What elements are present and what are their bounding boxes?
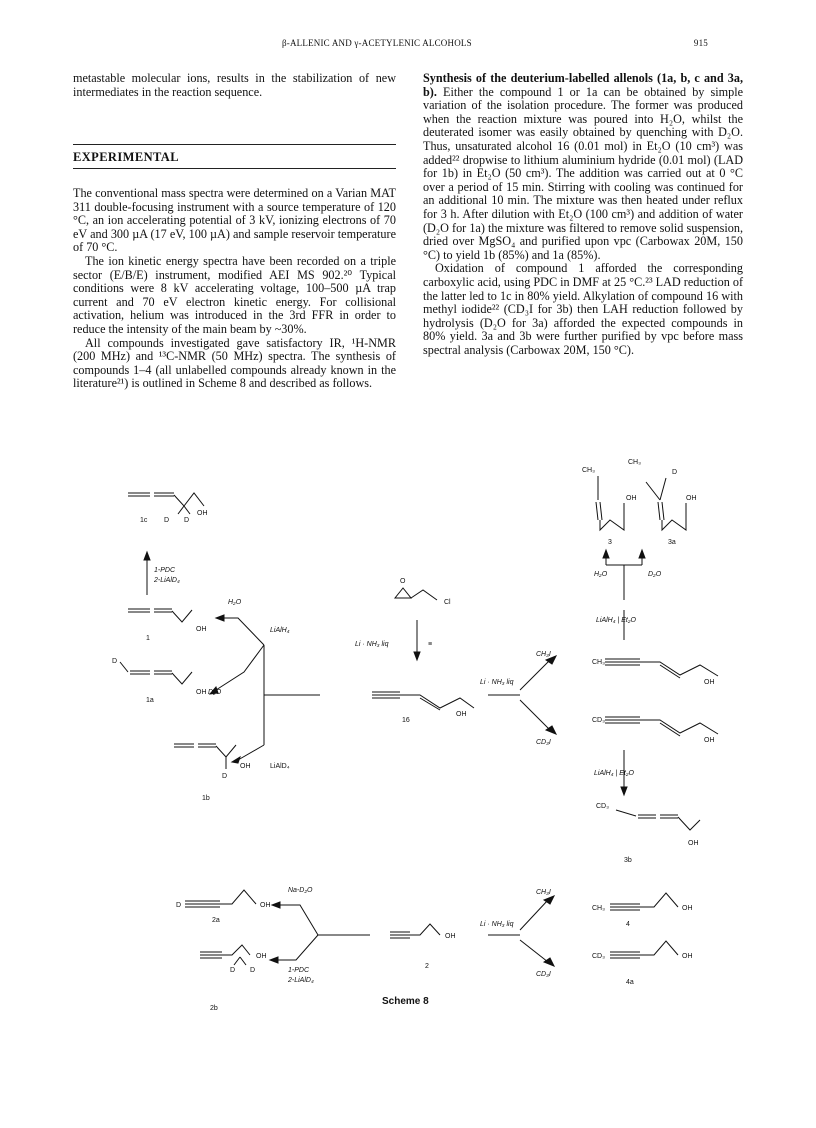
- d-label: D: [250, 967, 256, 974]
- running-title: β-ALLENIC AND γ-ACETYLENIC ALCOHOLS: [282, 38, 472, 48]
- oh-label: OH: [260, 902, 271, 909]
- oh-label: OH: [686, 495, 697, 502]
- compound-1b-structure: [174, 744, 236, 769]
- page-number: 915: [693, 38, 708, 48]
- compound-4-structure: [610, 893, 678, 910]
- h2o-label: H₂O: [594, 571, 608, 578]
- hydrolysis-arrowhead: [639, 550, 645, 558]
- compound-label-1: 1: [146, 635, 150, 642]
- alkylation-branch-line: [520, 700, 550, 730]
- compound-label-4a: 4a: [626, 979, 634, 986]
- ch3-label: CH₃: [628, 459, 641, 466]
- bottom-branch-line: [278, 905, 318, 935]
- oxygen-label: O: [400, 578, 406, 585]
- bottom-alkylation-arrowhead: [544, 958, 554, 966]
- compound-label-3a: 3a: [668, 539, 676, 546]
- experimental-para-2: The ion kinetic energy spectra have been recorded on a triple sector (E/B/E) instrument, modified AEI MS 902.²⁰ Typical conditions were 8 kV accelerating voltage, 100–500 µA trap current and 70 eV electron kinetic energy. For collisional activation, helium was introduced in the 3rd FFR in order to reduce the intensity of the main beam by ~30%.: [73, 253, 396, 336]
- h2o-label: H₂O: [228, 599, 242, 606]
- d-label: D: [112, 658, 118, 665]
- compound-2b-structure: [200, 945, 250, 965]
- oh-label: OH: [682, 905, 693, 912]
- synthesis-para-1-body: Either the compound 1 or 1a can be obtained by simple variation of the isolation procedure. The former was produced when the reaction mixture was poured into H₂O, whilst the deuterated isomer was easily obtained by quenching with D₂O. Thus, unsaturated alcohol 16 (0.01 mol) in Et₂O (10 cm³) was added²² dropwise to lithium aluminium hydride (0.01 mol) (LAD for 1b) in Et₂O (50 cm³). The addition was carried out at 0 °C over a period of 15 min. Stirring with cooling was continued for an additional 10 min. The mixture was then heated under reflux for 3 h. After dilution with Et₂O (100 cm³) and addition of water (D₂O for 1a) the mixture was filtered to remove solid suspension, dried over MgSO₄ and purified upon vpc (Carbowax 20M, 150 °C) to yield 1b (85%) and 1a (85%).: [423, 84, 744, 262]
- cd3-label: CD₃: [592, 953, 605, 960]
- d-label: D: [184, 517, 190, 524]
- chlorine-label: Cl: [444, 599, 451, 606]
- li-nh3-arrowhead: [414, 652, 420, 660]
- oh-label: OH: [682, 953, 693, 960]
- cd3i-label: CD₃I: [536, 739, 551, 746]
- experimental-para-1: The conventional mass spectra were determined on a Varian MAT 311 double-focusing instrument with a source temperature of 120 °C, an ion accelerating potential of 3 kV, ionizing electrons of 70 eV and 300 µA (17 eV, 100 µA) and sample reservoir temperature of 70 °C.: [73, 186, 396, 255]
- section-heading: EXPERIMENTAL: [73, 150, 179, 164]
- scheme-caption: Scheme 8: [382, 996, 429, 1007]
- reduction-branch-line: [216, 645, 264, 690]
- oh-label: OH: [196, 626, 207, 633]
- oh-label: OH: [704, 679, 715, 686]
- compound-1c-structure: [128, 493, 204, 514]
- bottom-alkylation-line: [520, 900, 548, 930]
- compound-label-3: 3: [608, 539, 612, 546]
- synthesis-para-1: [423, 72, 743, 262]
- compound-4a-structure: [610, 941, 678, 958]
- compound-label-16: 16: [402, 717, 410, 724]
- pdc-step2-label: 2-LiAlD₄: [154, 577, 180, 584]
- methyl-alkynol-structure: [605, 659, 718, 678]
- oh-label: OH: [196, 689, 207, 696]
- pdc-step1-label: 1-PDC: [154, 567, 176, 574]
- oh-label: OH: [445, 933, 456, 940]
- bottom-alkylation-line: [520, 940, 548, 962]
- oh-label: OH: [197, 510, 208, 517]
- li-nh3-label: Li · NH₃ liq: [480, 679, 514, 686]
- reduction-branch-line: [238, 745, 264, 760]
- intro-text: metastable molecular ions, results in the stabilization of new intermediates in the reaction sequence.: [73, 71, 396, 99]
- lialh4-et2o-arrowhead: [621, 787, 627, 795]
- compound-label-3b: 3b: [624, 857, 632, 864]
- bottom-arrowhead: [270, 957, 278, 963]
- compound-3b-structure: [616, 810, 700, 830]
- synthesis-para-2: Oxidation of compound 1 afforded the corresponding carboxylic acid, using PDC in DMF at 25 °C.²³ LAD reduction of the latter led to 1c in 80% yield. Alkylation of compound 16 with methyl iodide²² (CD₃I for 3b) then LAH reduction followed by hydrolysis (D₂O for 3a) afforded the expected compounds in 80% yield. 3a and 3b were further purified by vpc before mass spectral analysis (Carbowax 20M, 150 °C).: [423, 261, 743, 357]
- reduction-arrowhead: [216, 615, 224, 621]
- d2o-label: D₂O: [648, 571, 662, 578]
- compound-label-1b: 1b: [202, 795, 210, 802]
- li-nh3-label: Li · NH₃ liq: [480, 921, 514, 928]
- reduction-arrowhead: [232, 757, 240, 763]
- left-column: [73, 72, 396, 99]
- lialh4-et2o-label: LiAlH₄ | Et₂O: [596, 617, 636, 624]
- alkylation-branch-line: [520, 660, 550, 690]
- compound-3a-structure: [646, 478, 686, 530]
- ch3-label: CH₃: [592, 905, 605, 912]
- d-label: D: [222, 773, 228, 780]
- cd3-label: CD₃: [596, 803, 609, 810]
- bottom-arrowhead: [272, 902, 280, 908]
- compound-1-structure: [128, 609, 192, 622]
- pdc-arrowhead: [144, 552, 150, 560]
- li-nh3-label: Li · NH₃ liq: [355, 641, 389, 648]
- experimental-text: [73, 187, 396, 391]
- hydrolysis-arrowhead: [603, 550, 609, 558]
- liald4-label: LiAlD₄: [270, 763, 290, 770]
- reduction-branch-line: [224, 618, 264, 645]
- pdc-step2-label: 2-LiAlD₄: [288, 977, 314, 984]
- compound-label-1a: 1a: [146, 697, 154, 704]
- d-label: D: [176, 902, 182, 909]
- section-rule-top: [73, 144, 396, 145]
- compound-label-2: 2: [425, 963, 429, 970]
- triple-bond-symbol: ≡: [428, 641, 433, 648]
- oh-label: OH: [626, 495, 637, 502]
- cd3i-label: CD₃I: [536, 971, 551, 978]
- right-column: [423, 72, 743, 357]
- chloromethyloxirane-structure: [395, 588, 437, 600]
- run-in-heading: Synthesis of the deuterium-labelled allenols (1a, b, c and 3a, b).: [423, 71, 743, 99]
- ch3i-label: CH₃I: [536, 889, 551, 896]
- compound-label-2b: 2b: [210, 1005, 218, 1012]
- compound-2-structure: [390, 924, 440, 938]
- lialh4-et2o-label: LiAlH₄ | Et₂O: [594, 770, 634, 777]
- scheme-8-figure: [0, 440, 816, 1040]
- liaih4-label: LiAlH₄: [270, 627, 290, 634]
- ch3-label: CH₃: [592, 659, 605, 666]
- bottom-branch-line: [276, 935, 318, 960]
- compound-3-structure: [596, 476, 624, 530]
- compound-label-1c: 1c: [140, 517, 148, 524]
- ch3-label: CH₃: [582, 467, 595, 474]
- experimental-para-3: All compounds investigated gave satisfactory IR, ¹H-NMR (200 MHz) and ¹³C-NMR (50 MHz) spectra. The synthesis of compounds 1–4 (all unlabelled compounds already known in the literature²¹) is outlined in Scheme 8 and described as follows.: [73, 335, 396, 391]
- d2o-label: D₂O: [208, 689, 222, 696]
- d-label: D: [164, 517, 170, 524]
- compound-2a-structure: [185, 890, 256, 907]
- compound-1a-structure: [120, 662, 192, 684]
- pdc-step1-label: 1-PDC: [288, 967, 310, 974]
- na-d2o-label: Na-D₂O: [288, 887, 313, 894]
- compound-16-structure: [372, 692, 474, 710]
- d-label: D: [672, 469, 678, 476]
- ch3i-label: CH₃I: [536, 651, 551, 658]
- d-label: D: [230, 967, 236, 974]
- trideuteriomethyl-alkynol-structure: [605, 717, 718, 736]
- cd3-label: CD₃: [592, 717, 605, 724]
- oh-label: OH: [256, 953, 267, 960]
- oh-label: OH: [456, 711, 467, 718]
- oh-label: OH: [240, 763, 251, 770]
- compound-label-4: 4: [626, 921, 630, 928]
- section-rule-bottom: [73, 168, 396, 169]
- oh-label: OH: [704, 737, 715, 744]
- compound-label-2a: 2a: [212, 917, 220, 924]
- oh-label: OH: [688, 840, 699, 847]
